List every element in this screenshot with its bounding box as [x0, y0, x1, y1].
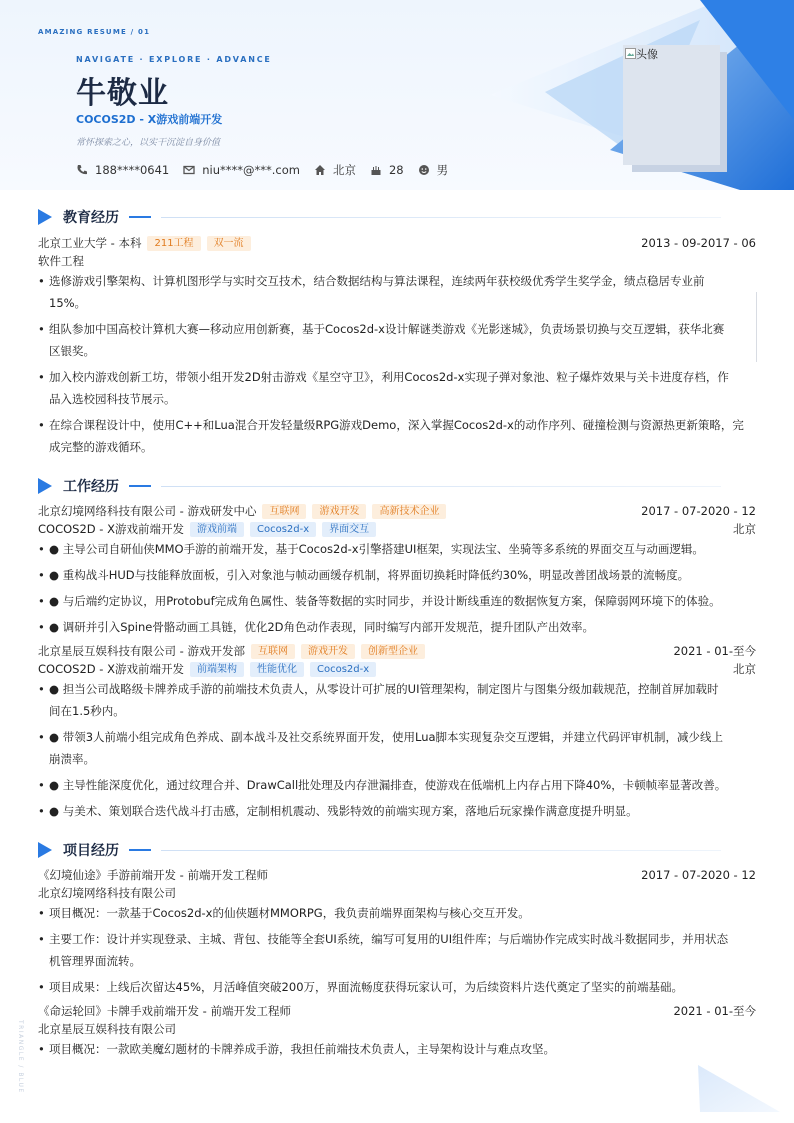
contact-info: [76, 162, 462, 178]
title-dash: [129, 216, 151, 218]
list-item: • 主要工作：设计并实现登录、主城、背包、技能等全套UI系统，编写可复用的UI组件库；与后端协作完成实时战斗数据同步，并用状态 机管理界面流转。: [38, 932, 729, 968]
job-period: 2017 - 07-2020 - 12: [641, 504, 756, 518]
education-period: 2013 - 09-2017 - 06: [641, 236, 756, 250]
job-period: 2021 - 01-至今: [673, 644, 756, 658]
section-title: 项目经历: [63, 843, 119, 859]
candidate-name: 牛敬业: [76, 76, 169, 111]
project-company: 北京星辰互娱科技有限公司: [38, 1022, 176, 1036]
contact-email: [183, 163, 300, 177]
mail-icon: [183, 164, 195, 176]
vertical-watermark: TRIANGLE / BLUE: [17, 1020, 24, 1094]
list-item: • ● 主导性能深度优化，通过纹理合并、DrawCall批处理及内存泄漏排查，使游戏在低端机上内存占用下降40%，卡顿帧率显著改善。: [38, 778, 727, 792]
list-item: • 项目概况：一款基于Cocos2d-x的仙侠题材MMORPG，我负责前端界面架构与核心交互开发。: [38, 906, 530, 920]
list-item: • 选修游戏引擎架构、计算机图形学与实时交互技术，结合数据结构与算法课程，连续两年获校级优秀学生奖学金，绩点稳居专业前 15%。: [38, 274, 705, 310]
contact-phone: [76, 163, 169, 177]
gender-value: 男: [436, 163, 449, 177]
section-projects-header: [38, 841, 721, 859]
section-title: 教育经历: [63, 210, 119, 226]
section-education-header: [38, 208, 721, 226]
project-name: 《幻境仙途》手游前端开发 - 前端开发工程师: [38, 868, 268, 882]
divider: [756, 292, 757, 362]
triangle-icon: [38, 842, 52, 858]
project-name: 《命运轮回》卡牌手戏前端开发 - 前端开发工程师: [38, 1004, 291, 1018]
triangle-icon: [38, 209, 52, 225]
project-period: 2021 - 01-至今: [673, 1004, 756, 1018]
school-tag: 211工程: [147, 236, 200, 251]
project-title-row: [38, 867, 756, 883]
title-line: [161, 850, 721, 851]
company-tag: 创新型企业: [361, 644, 425, 659]
gender-icon: [418, 164, 430, 176]
job-city: 北京: [733, 662, 756, 676]
target-position: COCOS2D - X游戏前端开发: [76, 113, 223, 126]
contact-city: [314, 162, 356, 178]
list-item: • 项目概况：一款欧美魔幻题材的卡牌养成手游，我担任前端技术负责人，主导架构设计与难点攻坚。: [38, 1042, 555, 1056]
list-item: • ● 带领3人前端小组完成角色养成、副本战斗及社交系统界面开发，使用Lua脚本实现复杂交互逻辑，并建立代码评审机制，减少线上 崩溃率。: [38, 730, 724, 766]
phone-icon: [76, 164, 88, 176]
company-name: 北京星辰互娱科技有限公司 - 游戏开发部: [38, 644, 245, 658]
education-school-row: [38, 235, 756, 251]
cake-icon: [370, 164, 382, 176]
project-company-row: [38, 1021, 756, 1037]
list-item: • 在综合课程设计中，使用C++和Lua混合开发轻量级RPG游戏Demo，深入掌握Cocos2d-x的动作序列、碰撞检测与资源热更新策略，完 成完整的游戏循环。: [38, 418, 744, 454]
list-item: • 加入校内游戏创新工坊，带领小组开发2D射击游戏《星空守卫》，利用Cocos2d-x实现子弹对象池、粒子爆炸效果与关卡进度存档，作 品入选校园科技节展示。: [38, 370, 729, 406]
list-item: • ● 与美术、策划联合迭代战斗打击感，定制相机震动、残影特效的前端实现方案，落地后玩家操作满意度提升明显。: [38, 804, 638, 818]
list-item: • ● 重构战斗HUD与技能释放面板，引入对象池与帧动画缓存机制，将界面切换耗时降低约30%，明显改善团战场景的流畅度。: [38, 568, 690, 582]
role-tag: Cocos2d-x: [310, 662, 376, 677]
contact-gender: [418, 162, 449, 178]
title-dash: [129, 849, 151, 851]
home-icon: [314, 164, 326, 176]
age-value: 28: [388, 163, 404, 177]
role-tag: 界面交互: [322, 522, 376, 537]
company-tag: 互联网: [262, 504, 306, 519]
company-name: 北京幻境网络科技有限公司 - 游戏研发中心: [38, 504, 257, 518]
project-period: 2017 - 07-2020 - 12: [641, 868, 756, 882]
role-tag: 性能优化: [250, 662, 304, 677]
school-tag: 双一流: [207, 236, 251, 251]
company-tag: 高新技术企业: [372, 504, 446, 519]
list-item: • ● 主导公司自研仙侠MMO手游的前端开发，基于Cocos2d-x引擎搭建UI框架，实现法宝、坐骑等多系统的界面交互与动画逻辑。: [38, 542, 704, 556]
project-company: 北京幻境网络科技有限公司: [38, 886, 176, 900]
job-role: COCOS2D - X游戏前端开发: [38, 662, 184, 676]
title-dash: [129, 485, 151, 487]
school-name: 北京工业大学 - 本科: [38, 236, 142, 250]
education-major-row: [38, 253, 756, 269]
resume-tagline: AMAZING RESUME / 01: [38, 28, 151, 36]
city-value: 北京: [332, 163, 356, 177]
list-item: • ● 调研并引入Spine骨骼动画工具链，优化2D角色动作表现，同时编写内部开发规范，提升团队产出效率。: [38, 620, 595, 634]
job-company-row: [38, 643, 756, 659]
list-item: • 项目成果：上线后次留达45%，月活峰值突破200万，界面流畅度获得玩家认可，为后续资料片迭代奠定了坚实的前端基础。: [38, 980, 684, 994]
company-tag: 游戏开发: [312, 504, 366, 519]
personal-motto: 常怀探索之心，以实干沉淀自身价值: [76, 138, 221, 148]
list-item: • ● 担当公司战略级卡牌养成手游的前端技术负责人，从零设计可扩展的UI管理架构，制定图片与图集分级加载规范，控制首屏加载时 间在1.5秒内。: [38, 682, 719, 718]
job-city: 北京: [733, 522, 756, 536]
list-item: • 组队参加中国高校计算机大赛—移动应用创新赛，基于Cocos2d-x设计解谜类游戏《光影迷城》，负责场景切换与交互逻辑，获华北赛 区银奖。: [38, 322, 725, 358]
role-tag: Cocos2d-x: [250, 522, 316, 537]
role-tag: 前端架构: [190, 662, 244, 677]
phone-value: 188****0641: [95, 163, 170, 177]
section-work-header: [38, 477, 721, 495]
company-tag: 互联网: [251, 644, 295, 659]
job-company-row: [38, 503, 756, 519]
title-line: [161, 486, 721, 487]
job-role-row: [38, 521, 756, 537]
list-item: • ● 与后端约定协议，用Protobuf完成角色属性、装备等数据的实时同步，并设计断线重连的数据恢复方案，保障弱网环境下的体验。: [38, 594, 721, 608]
email-value: niu****@***.com: [202, 163, 300, 177]
header-nav-slogan: NAVIGATE · EXPLORE · ADVANCE: [76, 55, 272, 64]
job-role-row: [38, 661, 756, 677]
major-name: 软件工程: [38, 254, 84, 268]
project-company-row: [38, 885, 756, 901]
project-title-row: [38, 1003, 756, 1019]
triangle-icon: [38, 478, 52, 494]
footer-triangle-decoration: [690, 1060, 794, 1123]
contact-age: [370, 163, 404, 177]
section-title: 工作经历: [63, 479, 119, 495]
broken-image-icon: [625, 48, 636, 59]
avatar-placeholder-text: 头像: [625, 46, 658, 62]
role-tag: 游戏前端: [190, 522, 244, 537]
title-line: [161, 217, 721, 218]
avatar: [623, 45, 720, 165]
job-role: COCOS2D - X游戏前端开发: [38, 522, 184, 536]
company-tag: 游戏开发: [301, 644, 355, 659]
